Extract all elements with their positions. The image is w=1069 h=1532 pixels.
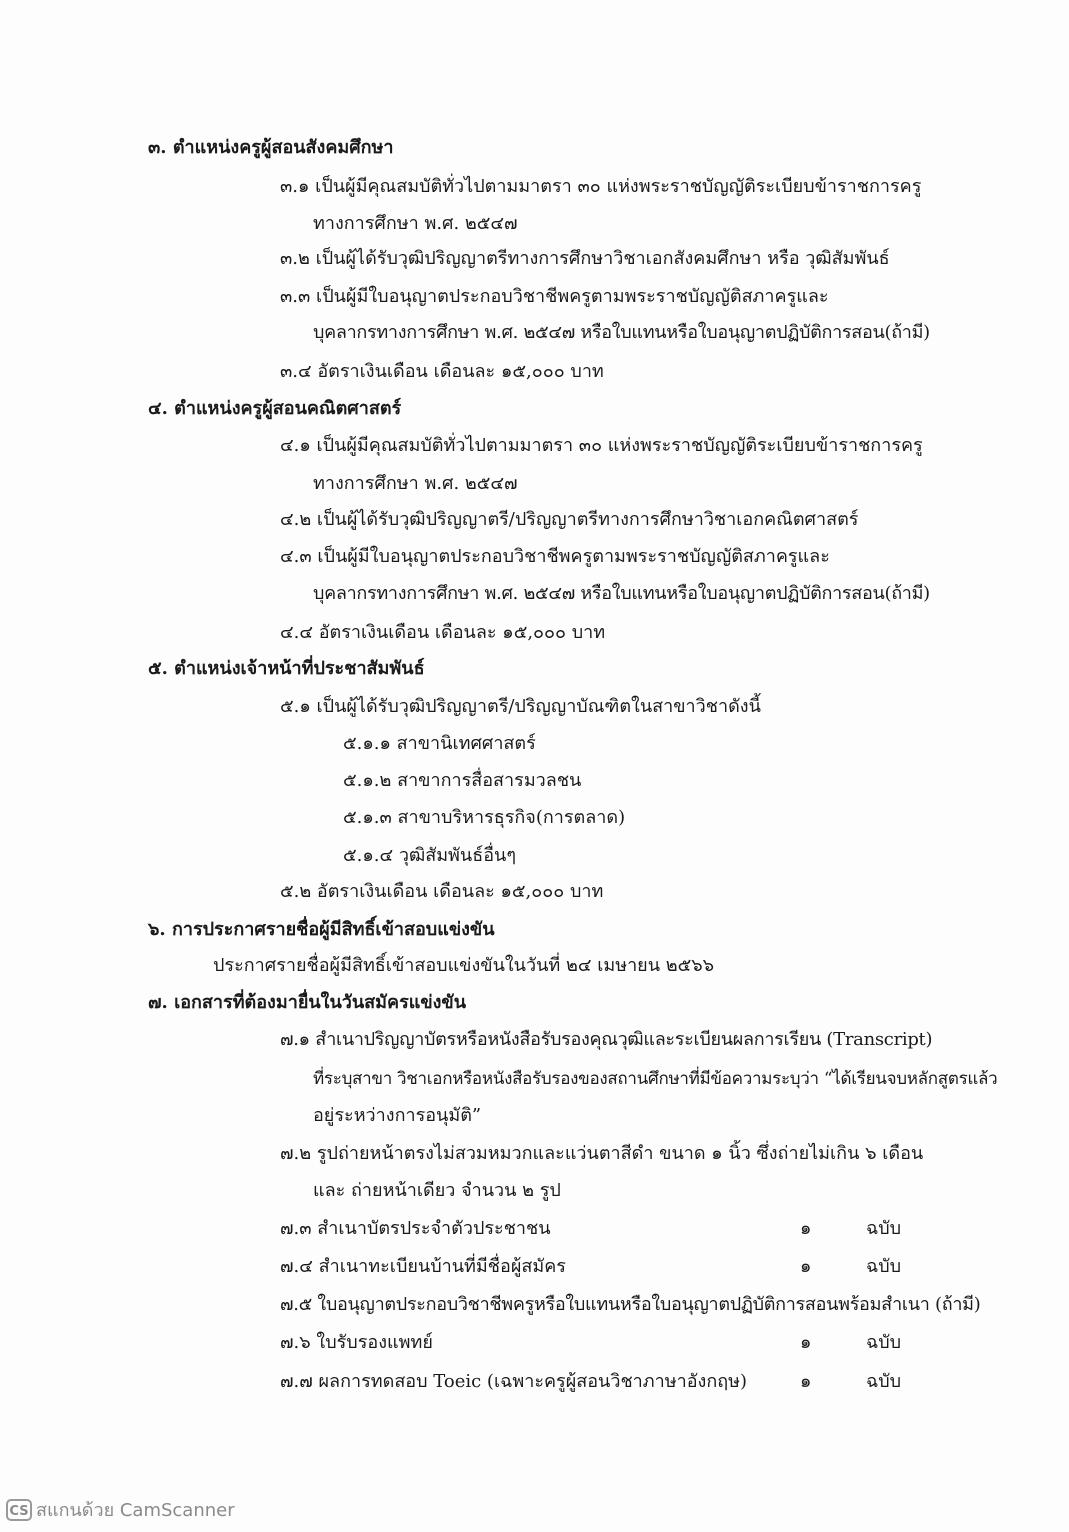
item-3-3-line1: ๓.๓ เป็นผู้มีใบอนุญาตประกอบวิชาชีพครูตามพระราชบัญญัติสภาครูและ: [280, 286, 829, 307]
item-7-4-unit: ฉบับ: [866, 1256, 902, 1277]
item-3-2: ๓.๒ เป็นผู้ได้รับวุฒิปริญญาตรีทางการศึกษาวิชาเอกสังคมศึกษา หรือ วุฒิสัมพันธ์: [280, 248, 890, 269]
section-5-heading: ๕. ตำแหน่งเจ้าหน้าที่ประชาสัมพันธ์: [148, 658, 425, 679]
item-5-1: ๕.๑ เป็นผู้ได้รับวุฒิปริญญาตรี/ปริญญาบัณฑิตในสาขาวิชาดังนี้: [280, 696, 761, 717]
item-7-6-count: ๑: [800, 1332, 812, 1353]
item-5-2: ๕.๒ อัตราเงินเดือน เดือนละ ๑๕,๐๐๐ บาท: [280, 881, 604, 902]
item-5-1-2: ๕.๑.๒ สาขาการสื่อสารมวลชน: [343, 770, 582, 791]
item-7-4: ๗.๔ สำเนาทะเบียนบ้านที่มีชื่อผู้สมัคร: [280, 1256, 566, 1277]
camscanner-text: สแกนด้วย CamScanner: [36, 1500, 235, 1521]
item-7-7-count: ๑: [800, 1371, 812, 1392]
item-4-3-line1: ๔.๓ เป็นผู้มีใบอนุญาตประกอบวิชาชีพครูตามพระราชบัญญัติสภาครูและ: [280, 546, 830, 567]
item-4-1-line1: ๔.๑ เป็นผู้มีคุณสมบัติทั่วไปตามมาตรา ๓๐ แห่งพระราชบัญญัติระเบียบข้าราชการครู: [280, 435, 923, 456]
section-6-text: ประกาศรายชื่อผู้มีสิทธิ์เข้าสอบแข่งขันในวันที่ ๒๔ เมษายน ๒๕๖๖: [213, 955, 715, 976]
item-4-1-line2: ทางการศึกษา พ.ศ. ๒๕๔๗: [313, 473, 518, 494]
item-7-3: ๗.๓ สำเนาบัตรประจำตัวประชาชน: [280, 1218, 551, 1239]
section-7-heading: ๗. เอกสารที่ต้องมายื่นในวันสมัครแข่งขัน: [148, 992, 467, 1013]
item-5-1-1: ๕.๑.๑ สาขานิเทศศาสตร์: [343, 733, 536, 754]
item-7-3-unit: ฉบับ: [866, 1218, 902, 1239]
camscanner-watermark: [6, 1495, 235, 1524]
item-7-5: ๗.๕ ใบอนุญาตประกอบวิชาชีพครูหรือใบแทนหรือใบอนุญาตปฏิบัติการสอนพร้อมสำเนา (ถ้ามี): [280, 1294, 981, 1315]
item-3-1-line2: ทางการศึกษา พ.ศ. ๒๕๔๗: [313, 213, 518, 234]
item-7-1-line2: ที่ระบุสาขา วิชาเอกหรือหนังสือรับรองของสถานศึกษาที่มีข้อความระบุว่า “ได้เรียนจบหลักสูตรแล้ว: [313, 1069, 998, 1089]
item-7-7: ๗.๗ ผลการทดสอบ Toeic (เฉพาะครูผู้สอนวิชาภาษาอังกฤษ): [280, 1371, 748, 1392]
item-7-4-count: ๑: [800, 1256, 812, 1277]
item-7-1-line1: ๗.๑ สำเนาปริญญาบัตรหรือหนังสือรับรองคุณวุฒิและระเบียนผลการเรียน (Transcript): [280, 1029, 933, 1050]
item-7-7-unit: ฉบับ: [866, 1371, 902, 1392]
item-4-2: ๔.๒ เป็นผู้ได้รับวุฒิปริญญาตรี/ปริญญาตรีทางการศึกษาวิชาเอกคณิตศาสตร์: [280, 509, 859, 530]
item-7-6-unit: ฉบับ: [866, 1332, 902, 1353]
item-7-3-count: ๑: [800, 1218, 812, 1239]
camscanner-logo-icon: CS: [6, 1499, 32, 1521]
section-4-heading: ๔. ตำแหน่งครูผู้สอนคณิตศาสตร์: [148, 398, 402, 419]
item-3-4: ๓.๔ อัตราเงินเดือน เดือนละ ๑๕,๐๐๐ บาท: [280, 361, 604, 382]
item-3-1-line1: ๓.๑ เป็นผู้มีคุณสมบัติทั่วไปตามมาตรา ๓๐ แห่งพระราชบัญญัติระเบียบข้าราชการครู: [280, 176, 922, 197]
item-7-2-line1: ๗.๒ รูปถ่ายหน้าตรงไม่สวมหมวกและแว่นตาสีดำ ขนาด ๑ นิ้ว ซึ่งถ่ายไม่เกิน ๖ เดือน: [280, 1143, 924, 1164]
item-7-2-line2: และ ถ่ายหน้าเดียว จำนวน ๒ รูป: [313, 1180, 561, 1201]
item-4-3-line2: บุคลากรทางการศึกษา พ.ศ. ๒๕๔๗ หรือใบแทนหรือใบอนุญาตปฏิบัติการสอน(ถ้ามี): [313, 583, 930, 604]
item-7-1-line3: อยู่ระหว่างการอนุมัติ”: [313, 1105, 482, 1126]
item-3-3-line2: บุคลากรทางการศึกษา พ.ศ. ๒๕๔๗ หรือใบแทนหรือใบอนุญาตปฏิบัติการสอน(ถ้ามี): [313, 322, 930, 343]
section-3-heading: ๓. ตำแหน่งครูผู้สอนสังคมศึกษา: [148, 137, 394, 158]
item-4-4: ๔.๔ อัตราเงินเดือน เดือนละ ๑๕,๐๐๐ บาท: [280, 622, 606, 643]
item-5-1-3: ๕.๑.๓ สาขาบริหารธุรกิจ(การตลาด): [343, 807, 626, 828]
item-5-1-4: ๕.๑.๔ วุฒิสัมพันธ์อื่นๆ: [343, 845, 516, 866]
item-7-6: ๗.๖ ใบรับรองแพทย์: [280, 1332, 433, 1353]
section-6-heading: ๖. การประกาศรายชื่อผู้มีสิทธิ์เข้าสอบแข่งขัน: [148, 919, 495, 940]
